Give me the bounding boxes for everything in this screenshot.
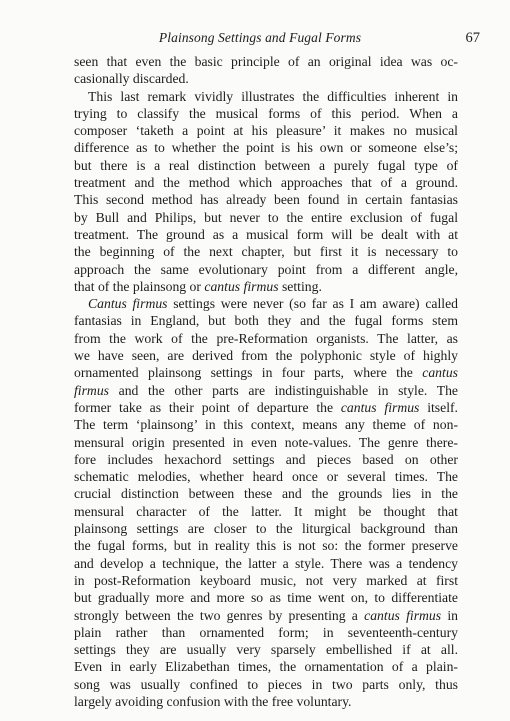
text-line: mensural origin presented in even note-values. The genre there- <box>74 434 458 450</box>
text-line: fantasias in England, but both they and the fugal forms stem <box>74 313 458 329</box>
text-line: difference as to whether the point is his own or someone else’s; <box>74 140 458 156</box>
text-line: The term ‘plainsong’ in this context, means any theme of non- <box>74 417 458 433</box>
running-head: Plainsong Settings and Fugal Forms <box>158 30 362 45</box>
text-line: seen that even the basic principle of an original idea was oc- <box>74 54 458 69</box>
text-line: treatment and the method which approaches that of a ground. <box>74 175 458 191</box>
text-line: former take as their point of departure the cantus firmus itself. <box>74 399 458 415</box>
text-line: we have seen, are derived from the polyphonic style of highly <box>74 348 458 364</box>
text-line: strongly between the two genres by presenting a cantus firmus in <box>74 607 458 623</box>
text-line: trying to classify the musical forms of this period. When a <box>74 105 458 121</box>
text-line: the beginning of the next chapter, but first it is necessary to <box>74 244 458 260</box>
text-line: ornamented plainsong settings in four parts, where the cantus <box>74 365 458 381</box>
text-line: from the work of the pre-Reformation organists. The latter, as <box>74 330 458 346</box>
text-line: schematic melodies, whether heard once or several times. The <box>74 469 458 485</box>
text-line: but there is a real distinction between a purely fugal type of <box>74 157 458 173</box>
text-line: settings they are usually very sparsely embellished if at all. <box>74 642 458 658</box>
text-line: firmus and the other parts are indistinguishable in style. The <box>74 382 458 398</box>
text-line: Even in early Elizabethan times, the ornamentation of a plain- <box>74 659 458 675</box>
text-line: mensural character of the latter. It might be thought that <box>74 503 458 519</box>
text-line: but gradually more and more so as time went on, to differentiate <box>74 590 458 606</box>
text-line: composer ‘taketh a point at his pleasure’ it makes no musical <box>74 123 458 139</box>
text-line: This second method has already been found in certain fantasias <box>74 192 458 208</box>
page-header <box>40 30 480 52</box>
body-text <box>74 53 458 710</box>
text-line: song was usually confined to pieces in two parts only, thus <box>74 676 458 692</box>
text-line: Cantus firmus settings were never (so far as I am aware) called <box>88 296 458 312</box>
text-line: treatment. The ground as a musical form will be dealt with at <box>74 226 458 242</box>
text-line: plain rather than ornamented form; in seventeenth-century <box>74 624 458 640</box>
text-line: casionally discarded. <box>74 71 189 87</box>
text-line: plainsong settings are closer to the liturgical background than <box>74 521 458 537</box>
text-line: by Bull and Philips, but never to the entire exclusion of fugal <box>74 209 458 225</box>
text-line: crucial distinction between these and the grounds lies in the <box>74 486 458 502</box>
text-line: the fugal forms, but in reality this is not so: the former preserve <box>74 538 458 554</box>
text-line: largely avoiding confusion with the free voluntary. <box>74 693 352 709</box>
text-line: fore includes hexachord settings and pieces based on other <box>74 451 458 467</box>
text-line: This last remark vividly illustrates the difficulties inherent in <box>88 88 458 104</box>
text-line: approach the same evolutionary point from a different angle, <box>74 261 458 277</box>
page-number: 67 <box>465 30 480 46</box>
text-line: in post-Reformation keyboard music, not very marked at first <box>74 572 458 588</box>
text-line: that of the plainsong or cantus firmus setting. <box>74 278 322 294</box>
text-line: and develop a technique, the latter a style. There was a tendency <box>74 555 458 571</box>
